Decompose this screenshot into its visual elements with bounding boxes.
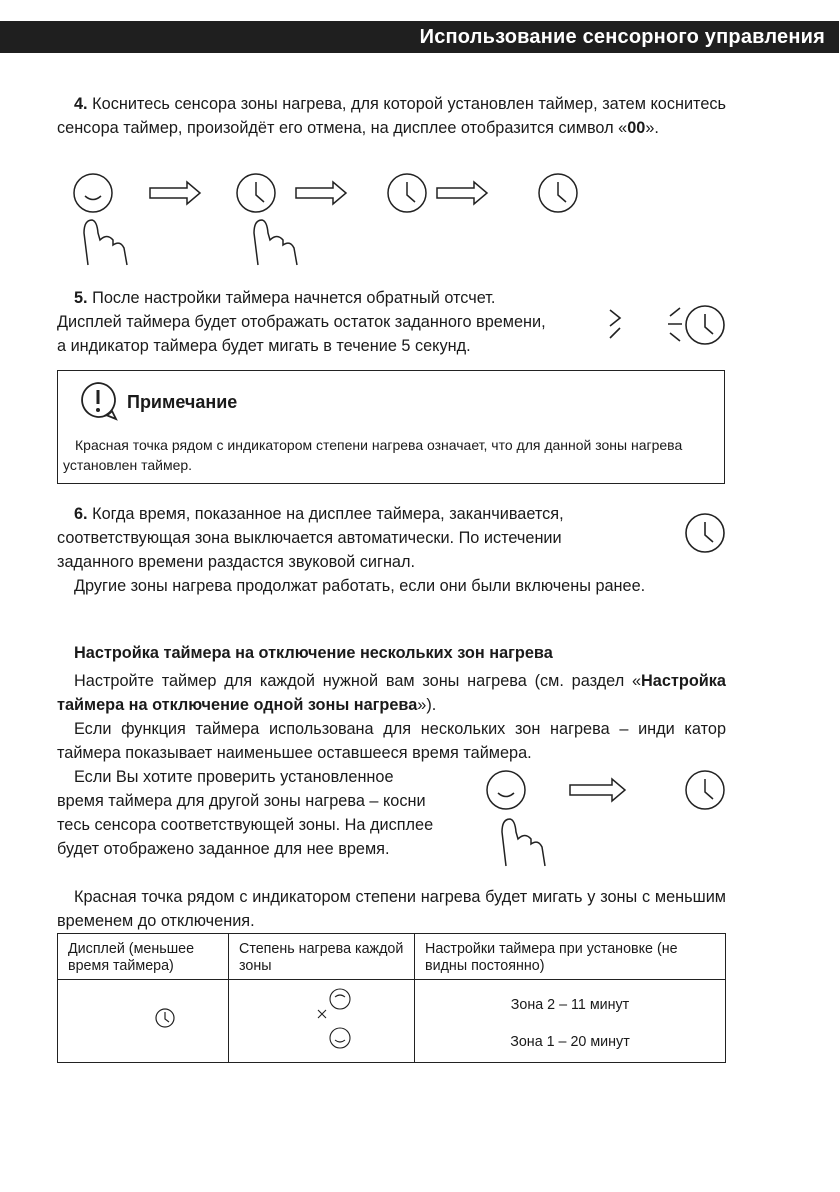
multi-paragraph-3-line-2: время таймера для другой зоны нагрева – косни xyxy=(57,792,426,810)
step-5-number: 5. xyxy=(74,289,88,307)
zone-sensor-icon xyxy=(487,771,525,809)
step-4-text-end: ». xyxy=(645,119,659,137)
step-6-line-3: заданного времени раздастся звуковой сигнал. xyxy=(57,553,416,571)
multi-paragraph-3-line-3: тесь сенсора соответствующей зоны. На дисплее xyxy=(57,816,434,834)
zone-levels-diagram xyxy=(309,986,369,1066)
multi-paragraph-2: Если функция таймера использована для нескольких зон нагрева – инди катор таймера показывает наименьшее оставшееся время таймера. xyxy=(57,720,726,762)
timer-icon xyxy=(686,771,724,809)
multi-paragraph-3-line-1: Если Вы хотите проверить установленное xyxy=(74,768,394,786)
step-6-number: 6. xyxy=(74,505,88,523)
step-4-text: Коснитесь сенсора зоны нагрева, для которой установлен таймер, затем коснитесь сенсора таймер, произойдёт его отмена, на дисплее отобразится символ « xyxy=(57,95,726,137)
multi-paragraph-4: Красная точка рядом с индикатором степени нагрева будет мигать у зоны с меньшим временем до отключения. xyxy=(57,888,726,930)
table-header-cell: Настройки таймера при установке (не видны постоянно) xyxy=(415,934,726,980)
step-5-paragraph: 5. После настройки таймера начнется обратный отсчет. xyxy=(74,289,496,307)
zone-1-timer: Зона 1 – 20 минут xyxy=(510,1034,630,1050)
section-heading: Настройка таймера на отключение нескольких зон нагрева xyxy=(74,644,553,662)
note-title: Примечание xyxy=(127,392,238,412)
table-header-row xyxy=(58,934,726,980)
table-cell-display xyxy=(58,980,229,1063)
step-5-line-3: а индикатор таймера будет мигать в течение 5 секунд. xyxy=(57,337,471,355)
step-6-line-2: соответствующая зона выключается автоматически. По истечении xyxy=(57,529,562,547)
table-row xyxy=(58,980,726,1063)
table-header-cell: Степень нагрева каждой зоны xyxy=(229,934,415,980)
table-header-cell: Дисплей (меньшее время таймера) xyxy=(58,934,229,980)
blink-marks-icon xyxy=(318,1010,326,1018)
timer-icon xyxy=(153,1006,177,1030)
step-5-line-2: Дисплей таймера будет отображать остаток заданного времени, xyxy=(57,313,546,331)
step-6-paragraph: 6. Когда время, показанное на дисплее таймера, заканчивается, xyxy=(74,505,564,523)
section-reference: Настройка таймера на отключение одной зоны нагрева xyxy=(57,672,726,714)
multi-paragraph-1: Настройте таймер для каждой нужной вам зоны нагрева (см. раздел «Настройка таймера на отключение одной зоны нагрева»). xyxy=(57,672,726,714)
page-header-title: Использование сенсорного управления xyxy=(419,26,825,48)
touch-finger-icon xyxy=(502,819,545,866)
zone-2-indicator-icon xyxy=(330,989,350,1009)
zone-1-indicator-icon xyxy=(330,1028,350,1048)
table-cell-power-levels xyxy=(229,980,415,1063)
step-6-paragraph-2: Другие зоны нагрева продолжат работать, если они были включены ранее. xyxy=(74,577,646,595)
timer-table xyxy=(57,933,726,1063)
step-4-number: 4. xyxy=(74,95,88,113)
note-text: Красная точка рядом с индикатором степени нагрева означает, что для данной зоны нагрева установлен таймер. xyxy=(63,437,683,473)
multi-paragraph-3-line-4: будет отображено заданное для нее время. xyxy=(57,840,390,858)
step-4-symbol: 00 xyxy=(627,119,646,137)
arrow-right-icon xyxy=(570,779,625,801)
table-cell-timer-settings xyxy=(415,980,726,1063)
zone-2-timer: Зона 2 – 11 минут xyxy=(510,997,630,1013)
